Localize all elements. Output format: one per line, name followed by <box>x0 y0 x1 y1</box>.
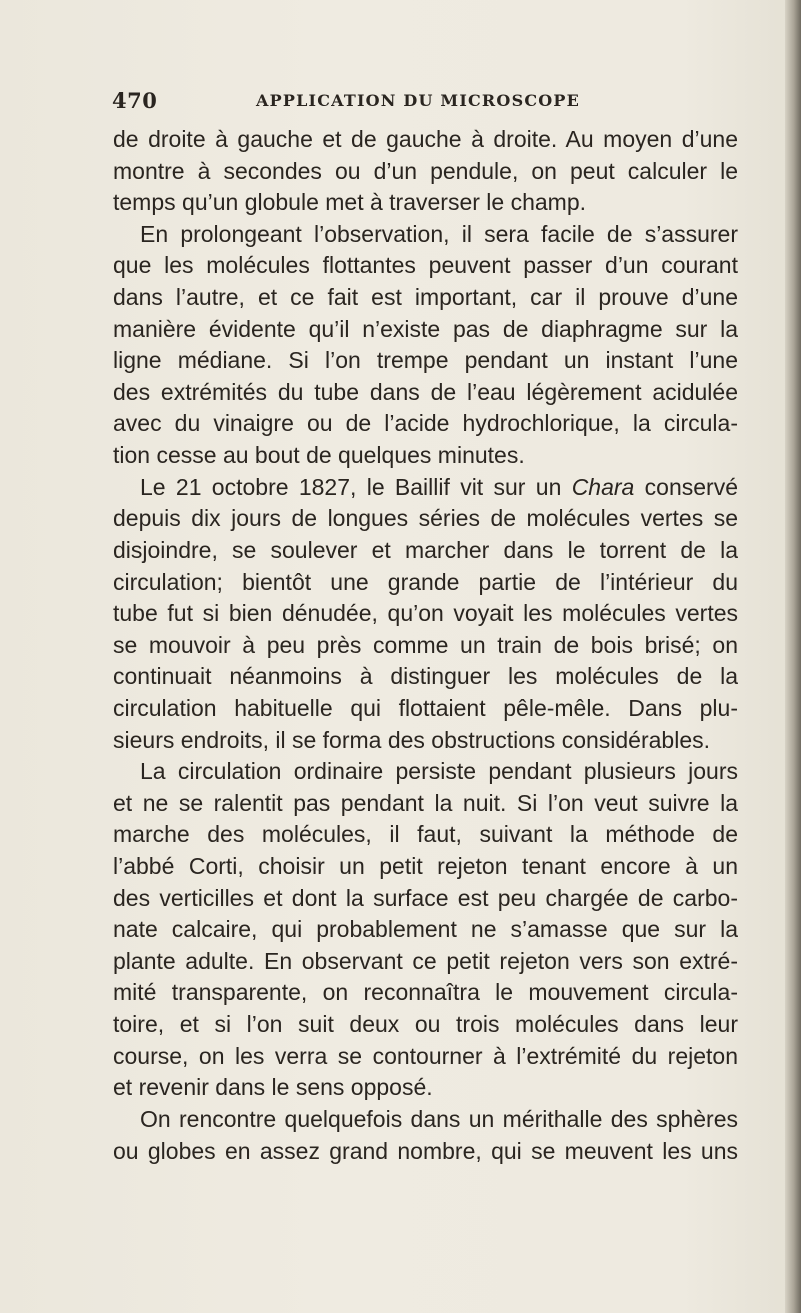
text-line: En prolongeant l’observation, il sera facile de s’assurer <box>140 220 738 247</box>
body-text <box>113 124 738 1167</box>
text-line-end: conservé <box>634 473 738 500</box>
text-line: continuait néanmoins à distinguer les molécules de la <box>113 663 738 690</box>
text-line: mité transparente, on reconnaîtra le mouvement circula- <box>113 979 738 1006</box>
text-line: et ne se ralentit pas pendant la nuit. Si l’on veut suivre la <box>113 789 738 816</box>
text-line: circulation habituelle qui flottaient pêle-mêle. Dans plu- <box>113 694 738 721</box>
text-line: des extrémités du tube dans de l’eau légèrement acidulée <box>113 378 738 405</box>
text-line <box>113 472 738 504</box>
page-number: 470 <box>112 88 158 113</box>
text-line: La circulation ordinaire persiste pendant plusieurs jours <box>140 758 738 785</box>
text-line: marche des molécules, il faut, suivant la méthode de <box>113 821 738 848</box>
text-line: nate calcaire, qui probablement ne s’amasse que sur la <box>113 916 738 943</box>
italic-species-name: Chara <box>571 473 635 500</box>
page-edge-shadow <box>785 0 801 1313</box>
text-line: course, on les verra se contourner à l’extrémité du rejeton <box>113 1042 738 1069</box>
text-line: ligne médiane. Si l’on trempe pendant un instant l’une <box>113 347 738 374</box>
text-line: manière évidente qu’il n’existe pas de diaphragme sur la <box>113 315 738 342</box>
text-line: temps qu’un globule met à traverser le champ. <box>113 189 587 216</box>
text-line: circulation; bientôt une grande partie de l’intérieur du <box>113 568 738 595</box>
text-line: avec du vinaigre ou de l’acide hydrochlorique, la circula- <box>113 410 738 437</box>
text-line: disjoindre, se soulever et marcher dans le torrent de la <box>113 536 738 563</box>
text-line: et revenir dans le sens opposé. <box>113 1074 433 1101</box>
text-line: des verticilles et dont la surface est peu chargée de carbo- <box>113 884 738 911</box>
text-line-start: Le 21 octobre 1827, le Baillif vit sur un <box>140 473 572 500</box>
text-line: dans l’autre, et ce fait est important, car il prouve d’une <box>113 284 738 311</box>
text-line: depuis dix jours de longues séries de molécules vertes se <box>113 505 738 532</box>
text-line: tion cesse au bout de quelques minutes. <box>113 442 525 469</box>
text-line: plante adulte. En observant ce petit rejeton vers son extré- <box>113 947 738 974</box>
text-line: que les molécules flottantes peuvent passer d’un courant <box>113 252 738 279</box>
text-line: toire, et si l’on suit deux ou trois molécules dans leur <box>113 1011 738 1038</box>
text-line: ou globes en assez grand nombre, qui se meuvent les uns <box>113 1137 738 1164</box>
text-line: On rencontre quelquefois dans un mérithalle des sphères <box>140 1105 738 1132</box>
text-line: montre à secondes ou d’un pendule, on peut calculer le <box>113 157 738 184</box>
text-line: se mouvoir à peu près comme un train de bois brisé; on <box>113 631 738 658</box>
text-line: l’abbé Corti, choisir un petit rejeton tenant encore à un <box>113 853 738 880</box>
text-line: tube fut si bien dénudée, qu’on voyait les molécules vertes <box>113 600 738 627</box>
text-line: sieurs endroits, il se forma des obstructions considérables. <box>113 726 711 753</box>
running-title: APPLICATION DU MICROSCOPE <box>256 91 581 110</box>
text-line: de droite à gauche et de gauche à droite. Au moyen d’une <box>113 126 738 152</box>
page-header <box>112 88 722 114</box>
